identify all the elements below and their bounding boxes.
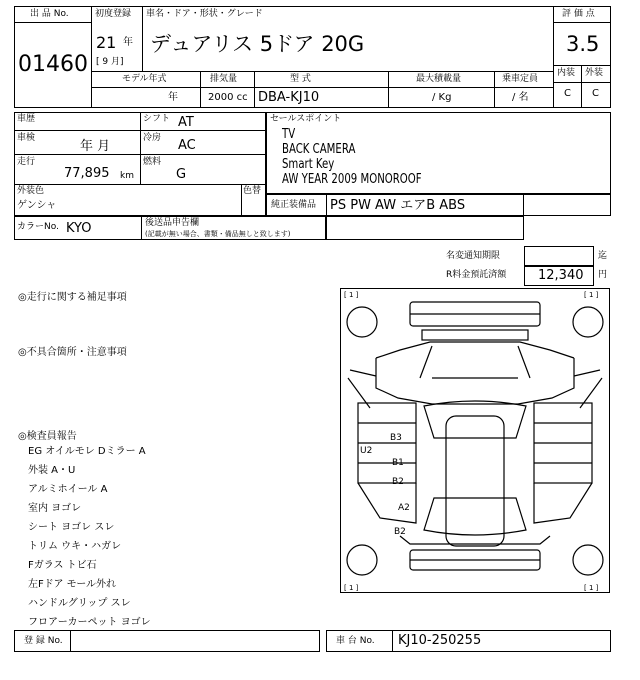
capacity: / 名 [512,92,529,103]
inspector-item-4: 室内 ヨゴレ [28,503,82,514]
details-row-3 [14,184,266,185]
name-change-box [524,246,594,266]
sales-point-2: BACK CAMERA [282,142,356,157]
inspector-item-1: EG オイルモレ Dミラー A [28,446,146,457]
records-note: (記載が無い場合、書類・備品無しと致します) [145,230,291,238]
score-value: 3.5 [566,32,600,56]
mileage-value: 77,895 [64,166,110,181]
equipment-value: PS PW AW エアB ABS [330,198,466,213]
lot-number: 01460 [18,52,88,77]
diagram-tag-top-left: [ 1 ] [344,291,359,299]
lot-label: 出 品 No. [30,9,69,19]
name-change-label: 名変通知期限 [446,251,501,261]
inspector-item-10: フロアーカーペット ヨゴレ [28,617,151,628]
interior-label: 内装 [557,68,576,78]
model-year-unit: 年 [168,92,178,103]
defects-label: ◎不具合箇所・注意事項 [18,347,127,358]
inspector-item-6: トリム ウキ・ハガレ [28,541,122,552]
fuel-label: 燃料 [143,157,162,167]
mark-b1: B1 [392,458,404,468]
name-change-unit: 迄 [598,251,608,261]
color-change-col [241,184,242,216]
recycle-label: R料金預託済額 [446,270,507,280]
chassis-divider [392,630,393,652]
model-label: 型 式 [290,74,311,84]
mileage-label: 走行 [17,157,36,167]
inspector-label: ◎検査員報告 [18,431,77,442]
mark-b2-lower: B2 [394,527,406,537]
exterior-label: 外装 [585,68,604,78]
spec-row-divider [91,87,554,88]
fuel-value: G [176,167,187,182]
color-no-value: KYO [66,221,92,236]
inspector-item-5: シート ヨゴレ スレ [28,522,115,533]
diagram-tag-top-right: [ 1 ] [584,291,599,299]
color-no-label: カラーNo. [17,222,59,232]
interior-grade: C [564,88,571,99]
color-change-label: 色替 [243,186,262,196]
equipment-extra-cell [523,194,611,216]
spec-col-1 [200,71,201,108]
inspector-item-3: アルミホイール A [28,484,108,495]
blank-right-cell [326,216,524,240]
equipment-divider [326,194,327,216]
ext-color-label: 外装色 [17,186,45,196]
inspector-item-9: ハンドルグリップ スレ [28,598,131,609]
max-load: / Kg [432,92,452,103]
mark-u2: U2 [360,446,373,456]
diagram-tag-bottom-left: [ 1 ] [344,584,359,592]
reg-no-divider [70,630,71,652]
displacement-label: 排気量 [210,74,238,84]
shift-value: AT [178,115,194,130]
shift-label: シフト [143,114,171,124]
inspector-item-2: 外装 A・U [28,465,76,476]
recycle-value: 12,340 [538,268,584,283]
spec-col-3 [388,71,389,108]
details-col [140,112,141,184]
capacity-label: 乗車定員 [502,74,539,84]
exterior-grade: C [592,88,599,99]
first-reg-year-unit: 年 [123,37,133,48]
equipment-label: 純正装備品 [271,200,317,210]
inspection-label: 車検 [17,133,36,143]
inspector-item-7: Fガラス トビ石 [28,560,97,571]
recycle-unit: 円 [598,270,608,280]
car-name: デュアリス 5ドア 20G [150,32,365,56]
score-label: 評 価 点 [562,9,595,19]
sales-point-4: AW YEAR 2009 MONOROOF [282,172,422,187]
first-reg-month: [ 9 月] [96,57,124,67]
interior-grade-divider [553,82,611,83]
driving-notes-label: ◎走行に関する補足事項 [18,292,127,303]
model-year-label: モデル年式 [122,74,167,84]
sales-point-1: TV [282,127,296,142]
ac-label: 冷房 [143,133,162,143]
mark-b2-upper: B2 [392,477,404,487]
diagram-tag-bottom-right: [ 1 ] [584,584,599,592]
mileage-unit: km [120,171,134,181]
displacement: 2000 cc [208,92,248,103]
inspector-item-8: 左Fドア モール外れ [28,579,117,590]
history-label: 車歴 [17,114,36,124]
ac-value: AC [178,138,196,153]
mark-a2: A2 [398,503,410,513]
mark-b3: B3 [390,433,402,443]
first-reg-label: 初度登録 [95,9,132,19]
chassis-label: 車 台 No. [336,636,375,646]
spec-col-4 [494,71,495,108]
reg-no-label: 登 録 No. [24,636,63,646]
sales-point-3: Smart Key [282,157,335,172]
sales-points-label: セールスポイント [270,114,342,124]
ext-color-value: ゲンシャ [17,200,57,211]
first-reg-year: 21 [96,33,117,52]
model-code: DBA-KJ10 [258,90,320,105]
inspection-value: 年 月 [80,139,111,154]
car-diagram-drawing [340,288,610,593]
records-label: 後送品申告欄 [145,218,200,228]
car-name-label: 車名・ドア・形状・グレード [146,9,263,19]
max-load-label: 最大積載量 [416,74,462,84]
spec-col-2 [254,71,255,108]
chassis-number: KJ10-250255 [398,633,482,648]
